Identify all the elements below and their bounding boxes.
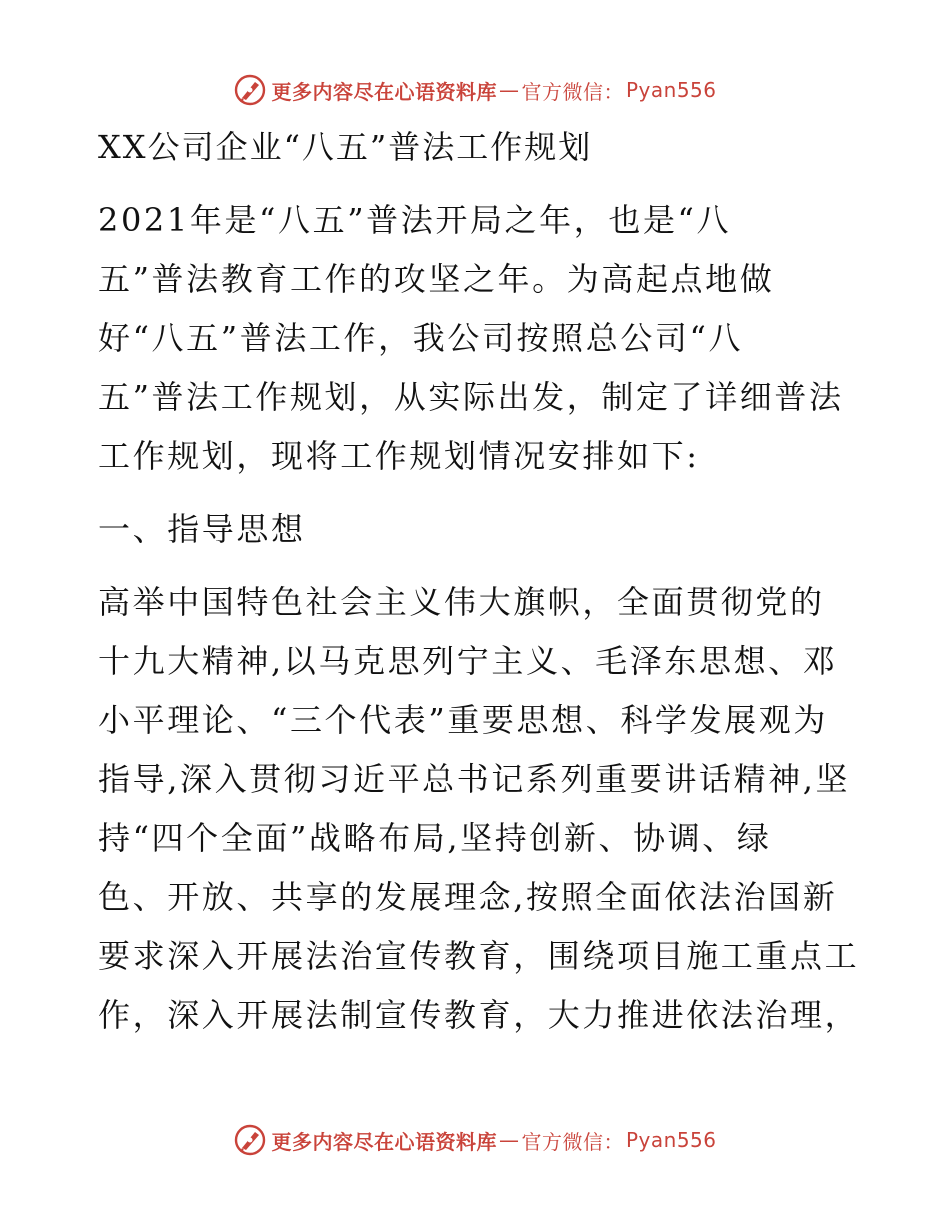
banner-wechat-label: 官方微信： bbox=[521, 79, 624, 104]
paragraph-line: 工作规划，现将工作规划情况安排如下: bbox=[98, 437, 700, 475]
paragraph-line: 五”普法教育工作的攻坚之年。为高起点地做 bbox=[98, 260, 775, 298]
paragraph-line: 2021年是“八五”普法开局之年，也是“八 bbox=[98, 201, 732, 239]
footer-watermark-banner bbox=[0, 1120, 950, 1160]
paragraph-line: 小平理论、“三个代表”重要思想、科学发展观为 bbox=[98, 701, 828, 739]
paragraph-line: 色、开放、共享的发展理念,按照全面依法治国新 bbox=[98, 878, 838, 916]
banner-wechat-account: Pyan556 bbox=[625, 1128, 717, 1152]
document-body bbox=[98, 118, 858, 1045]
intro-paragraph bbox=[98, 191, 858, 486]
paragraph-line: 指导,深入贯彻习近平总书记系列重要讲话精神,坚 bbox=[98, 760, 851, 798]
header-watermark-banner bbox=[0, 70, 950, 110]
section-heading: 一、指导思想 bbox=[98, 510, 306, 548]
guiding-thought-paragraph bbox=[98, 573, 858, 1045]
document-title: XX公司企业“八五”普法工作规划 bbox=[98, 128, 593, 166]
banner-brand-text: 更多内容尽在心语资料库 bbox=[271, 1129, 497, 1154]
paragraph-line: 持“四个全面”战略布局,坚持创新、协调、绿 bbox=[98, 819, 772, 857]
banner-separator: — bbox=[498, 78, 520, 102]
banner-wechat-account: Pyan556 bbox=[625, 78, 717, 102]
paragraph-line: 高举中国特色社会主义伟大旗帜，全面贯彻党的 bbox=[98, 583, 825, 621]
paragraph-line: 十九大精神,以马克思列宁主义、毛泽东思想、邓 bbox=[98, 642, 838, 680]
paragraph-line: 要求深入开展法治宣传教育，围绕项目施工重点工 bbox=[98, 937, 860, 975]
paragraph-line: 五”普法工作规划，从实际出发，制定了详细普法 bbox=[98, 378, 844, 416]
banner-separator: — bbox=[498, 1128, 520, 1152]
quill-pen-icon bbox=[233, 1123, 267, 1157]
banner-brand-text: 更多内容尽在心语资料库 bbox=[271, 79, 497, 104]
quill-pen-icon bbox=[233, 73, 267, 107]
banner-wechat-label: 官方微信： bbox=[521, 1129, 624, 1154]
paragraph-line: 作，深入开展法制宣传教育，大力推进依法治理， bbox=[98, 996, 860, 1034]
paragraph-line: 好“八五”普法工作，我公司按照总公司“八 bbox=[98, 319, 744, 357]
